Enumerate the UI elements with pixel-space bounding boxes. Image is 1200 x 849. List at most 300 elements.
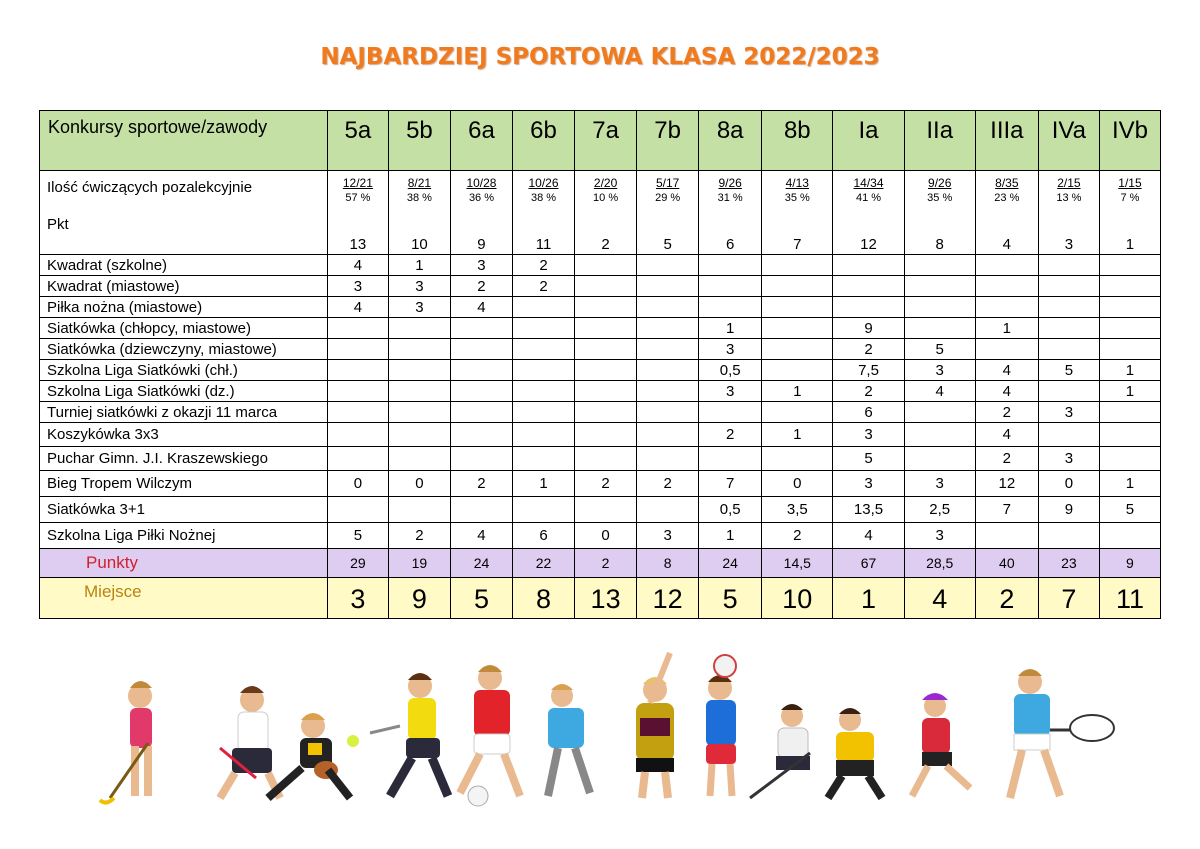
competition-row-cell	[327, 423, 388, 447]
participation-fraction: 9/26	[718, 176, 742, 190]
places-row-label: Miejsce	[40, 578, 328, 619]
competition-row-cell: 5	[904, 339, 975, 360]
competition-row	[40, 360, 1161, 381]
child-figure-12	[1010, 669, 1114, 798]
competition-row-cell	[327, 402, 388, 423]
competition-row-cell	[575, 447, 637, 471]
competition-row-cell	[637, 381, 699, 402]
competition-row-cell	[1099, 276, 1160, 297]
competition-row-cell	[388, 402, 450, 423]
competition-row-cell: 4	[327, 255, 388, 276]
competition-row-cell: 5	[833, 447, 904, 471]
child-figure-6	[548, 684, 590, 796]
competition-row-cell	[388, 339, 450, 360]
totals-row-cell: 8	[637, 549, 699, 578]
competition-row-cell	[575, 381, 637, 402]
participation-percent: 38 %	[406, 192, 432, 204]
competition-row-cell: 4	[327, 297, 388, 318]
places-row-cell: 10	[762, 578, 833, 619]
competition-row-cell	[450, 360, 512, 381]
participation-cell	[975, 171, 1038, 235]
competition-row-cell	[762, 360, 833, 381]
competition-row-label: Puchar Gimn. J.I. Kraszewskiego	[40, 447, 328, 471]
competition-row-cell	[575, 360, 637, 381]
competition-row-cell	[975, 276, 1038, 297]
competition-row-cell: 9	[833, 318, 904, 339]
header-row	[40, 111, 1161, 171]
competition-row-label: Siatkówka (chłopcy, miastowe)	[40, 318, 328, 339]
competition-row-cell	[637, 447, 699, 471]
competition-row-cell	[450, 497, 512, 523]
competition-row-cell: 12	[975, 471, 1038, 497]
competition-row-cell	[699, 447, 762, 471]
competition-row-cell: 2	[833, 339, 904, 360]
participation-cell	[904, 171, 975, 235]
competition-row-cell	[388, 447, 450, 471]
competition-row-cell	[699, 297, 762, 318]
competition-row-cell	[513, 423, 575, 447]
competition-row-cell: 13,5	[833, 497, 904, 523]
competition-row-cell	[762, 255, 833, 276]
competition-row-cell: 9	[1038, 497, 1099, 523]
competition-row-cell	[975, 523, 1038, 549]
competition-row-cell	[450, 447, 512, 471]
competition-row-cell: 4	[833, 523, 904, 549]
competition-row-cell	[513, 318, 575, 339]
competition-row-cell: 2	[637, 471, 699, 497]
competition-row-cell	[975, 339, 1038, 360]
competition-row-cell	[575, 402, 637, 423]
child-figure-2	[220, 686, 280, 798]
child-figure-4	[347, 673, 448, 796]
participation-row	[40, 171, 1161, 235]
participation-fraction: 2/15	[1057, 176, 1081, 190]
totals-row-cell: 14,5	[762, 549, 833, 578]
competition-row	[40, 255, 1161, 276]
competition-row-cell	[388, 497, 450, 523]
competition-row-cell: 3	[904, 523, 975, 549]
participation-fraction: 1/15	[1118, 176, 1142, 190]
competition-row-cell	[1038, 381, 1099, 402]
competition-row-cell	[1038, 423, 1099, 447]
pkt-label: Pkt	[47, 216, 69, 233]
competition-row	[40, 339, 1161, 360]
totals-row-cell: 19	[388, 549, 450, 578]
competition-row	[40, 471, 1161, 497]
participation-percent: 7 %	[1120, 192, 1140, 204]
participation-points-cell: 1	[1099, 234, 1160, 255]
competition-row-cell: 2	[833, 381, 904, 402]
places-row-cell: 9	[388, 578, 450, 619]
competition-row-cell: 3,5	[762, 497, 833, 523]
competition-row-cell	[975, 255, 1038, 276]
competition-row-cell	[513, 297, 575, 318]
competition-row-cell	[1038, 523, 1099, 549]
class-header: 7a	[575, 111, 637, 171]
participation-percent: 10 %	[593, 192, 619, 204]
places-row-cell: 11	[1099, 578, 1160, 619]
competition-row-cell	[513, 447, 575, 471]
competition-row-cell: 3	[833, 423, 904, 447]
competition-row-cell	[388, 381, 450, 402]
competition-row-cell: 2	[699, 423, 762, 447]
competition-row-cell: 0	[388, 471, 450, 497]
participation-points-cell: 9	[450, 234, 512, 255]
child-figure-3	[268, 713, 350, 798]
competition-row-cell: 1	[1099, 381, 1160, 402]
participation-points-cell: 11	[513, 234, 575, 255]
competition-row-cell	[637, 423, 699, 447]
competition-row-cell	[637, 497, 699, 523]
places-row-cell: 12	[637, 578, 699, 619]
competition-row-cell	[637, 318, 699, 339]
competition-row-cell	[1099, 447, 1160, 471]
competition-row-cell: 7	[975, 497, 1038, 523]
competition-row-cell	[904, 276, 975, 297]
participation-percent: 41 %	[855, 192, 882, 204]
competition-row-label: Turniej siatkówki z okazji 11 marca	[40, 402, 328, 423]
competition-row-cell: 1	[513, 471, 575, 497]
participation-cell	[388, 171, 450, 235]
competition-row-cell: 4	[904, 381, 975, 402]
competition-row-cell: 7,5	[833, 360, 904, 381]
participation-points-cell: 3	[1038, 234, 1099, 255]
competition-row-cell	[699, 276, 762, 297]
participation-cell	[513, 171, 575, 235]
competition-row-cell	[327, 360, 388, 381]
participation-fraction: 4/13	[785, 176, 809, 190]
competition-row-cell	[513, 497, 575, 523]
places-row-cell: 3	[327, 578, 388, 619]
competition-row	[40, 276, 1161, 297]
child-figure-9	[750, 704, 810, 798]
competition-row-cell: 0,5	[699, 360, 762, 381]
competition-row-cell	[575, 497, 637, 523]
places-row-cell: 5	[450, 578, 512, 619]
competition-row-cell: 3	[388, 297, 450, 318]
places-row-cell: 5	[699, 578, 762, 619]
competition-row-cell: 3	[904, 471, 975, 497]
totals-row-cell: 40	[975, 549, 1038, 578]
participation-fraction: 8/21	[407, 176, 432, 190]
totals-row-cell: 24	[699, 549, 762, 578]
competition-row-cell: 1	[975, 318, 1038, 339]
participation-label	[40, 171, 328, 235]
participation-percent: 38 %	[530, 192, 557, 204]
participation-cell	[575, 171, 637, 235]
participation-cell	[1099, 171, 1160, 235]
competition-row-cell: 2	[575, 471, 637, 497]
competition-row-cell: 0	[327, 471, 388, 497]
competition-row-cell: 4	[975, 360, 1038, 381]
class-header: 5a	[327, 111, 388, 171]
competition-row-cell	[637, 360, 699, 381]
competition-row-cell: 4	[450, 297, 512, 318]
competition-row-cell: 0	[762, 471, 833, 497]
competition-row-cell	[1099, 255, 1160, 276]
competition-row-cell	[1099, 297, 1160, 318]
competition-row-cell	[327, 318, 388, 339]
places-row-cell: 7	[1038, 578, 1099, 619]
competition-row-cell	[1099, 523, 1160, 549]
competition-row-label: Kwadrat (szkolne)	[40, 255, 328, 276]
competition-row-cell	[762, 447, 833, 471]
child-figure-1	[100, 681, 152, 803]
participation-points-cell: 2	[575, 234, 637, 255]
participation-cell	[699, 171, 762, 235]
page-title: NAJBARDZIEJ SPORTOWA KLASA 2022/2023	[320, 44, 880, 70]
competition-row	[40, 447, 1161, 471]
competition-row-cell	[762, 402, 833, 423]
totals-row-cell: 28,5	[904, 549, 975, 578]
competition-row-cell	[1099, 318, 1160, 339]
child-figure-8	[706, 655, 736, 796]
participation-points-cell: 13	[327, 234, 388, 255]
competition-row-cell: 1	[388, 255, 450, 276]
competition-row-cell: 3	[388, 276, 450, 297]
competition-row-cell	[1099, 402, 1160, 423]
competition-row-cell: 1	[762, 423, 833, 447]
competition-row-cell: 4	[975, 423, 1038, 447]
competition-row-cell: 5	[1099, 497, 1160, 523]
competition-row-cell	[833, 255, 904, 276]
competition-row-cell: 2	[513, 255, 575, 276]
totals-row	[40, 549, 1161, 578]
competition-row-cell: 5	[1038, 360, 1099, 381]
competition-row-cell: 3	[1038, 447, 1099, 471]
competition-row-cell	[762, 318, 833, 339]
competition-row-cell	[513, 339, 575, 360]
competition-row-label: Kwadrat (miastowe)	[40, 276, 328, 297]
competition-row-cell	[833, 297, 904, 318]
competition-row-cell	[904, 297, 975, 318]
competition-row-cell	[513, 381, 575, 402]
participation-percent: 13 %	[1056, 192, 1082, 204]
competition-row-cell	[450, 423, 512, 447]
competition-row-cell: 2	[762, 523, 833, 549]
class-header: Ia	[833, 111, 904, 171]
participation-points-cell: 4	[975, 234, 1038, 255]
participation-cell	[450, 171, 512, 235]
competition-row-cell: 1	[1099, 471, 1160, 497]
competition-row-label: Bieg Tropem Wilczym	[40, 471, 328, 497]
competition-row-cell	[327, 339, 388, 360]
competition-row-cell	[575, 255, 637, 276]
competition-row-cell: 2	[975, 402, 1038, 423]
competition-row-cell	[699, 402, 762, 423]
competition-row	[40, 318, 1161, 339]
competition-row-cell	[904, 318, 975, 339]
competition-row-label: Siatkówka 3+1	[40, 497, 328, 523]
participation-percent: 57 %	[345, 192, 371, 204]
places-row-cell: 2	[975, 578, 1038, 619]
competition-row-cell	[513, 402, 575, 423]
competition-row-cell	[904, 423, 975, 447]
class-header: 6a	[450, 111, 512, 171]
participation-percent: 36 %	[468, 192, 495, 204]
competition-row-cell: 0	[1038, 471, 1099, 497]
competition-row-cell	[1038, 276, 1099, 297]
places-row	[40, 578, 1161, 619]
competition-row-cell: 3	[904, 360, 975, 381]
competition-row-cell	[637, 339, 699, 360]
places-row-cell: 13	[575, 578, 637, 619]
competition-row-cell	[513, 360, 575, 381]
competition-row	[40, 497, 1161, 523]
participation-points-label	[40, 234, 328, 255]
participation-percent: 29 %	[655, 192, 681, 204]
participation-points-row	[40, 234, 1161, 255]
class-header: IVa	[1038, 111, 1099, 171]
competition-row-cell	[1099, 339, 1160, 360]
competition-row-cell: 2,5	[904, 497, 975, 523]
participation-cell	[327, 171, 388, 235]
competition-row-cell: 0,5	[699, 497, 762, 523]
class-header: IIIa	[975, 111, 1038, 171]
competition-row-cell	[762, 339, 833, 360]
child-figure-11	[912, 693, 970, 796]
ranking-table	[39, 110, 1161, 619]
participation-points-cell: 10	[388, 234, 450, 255]
participation-cell	[637, 171, 699, 235]
competition-row-cell	[1038, 339, 1099, 360]
competition-row-cell	[1038, 255, 1099, 276]
competition-row	[40, 423, 1161, 447]
competition-row-cell	[904, 402, 975, 423]
class-header: IVb	[1099, 111, 1160, 171]
competition-row	[40, 523, 1161, 549]
competition-row-cell	[699, 255, 762, 276]
totals-row-label: Punkty	[40, 549, 328, 578]
participation-fraction: 12/21	[342, 176, 373, 190]
competition-row-cell	[762, 297, 833, 318]
child-figure-10	[828, 708, 882, 798]
competition-row-cell: 2	[975, 447, 1038, 471]
competition-row-cell	[637, 297, 699, 318]
participation-cell	[762, 171, 833, 235]
competition-row-cell	[327, 381, 388, 402]
competition-row-label: Piłka nożna (miastowe)	[40, 297, 328, 318]
competition-row-cell	[450, 318, 512, 339]
header-label: Konkursy sportowe/zawody	[40, 111, 328, 171]
participation-fraction: 9/26	[928, 176, 952, 190]
participation-fraction: 14/34	[853, 176, 884, 190]
places-row-cell: 8	[513, 578, 575, 619]
competition-row-cell	[975, 297, 1038, 318]
totals-row-cell: 9	[1099, 549, 1160, 578]
totals-row-cell: 2	[575, 549, 637, 578]
competition-row-cell	[1038, 318, 1099, 339]
competition-row	[40, 402, 1161, 423]
totals-row-cell: 29	[327, 549, 388, 578]
competition-row-cell	[575, 423, 637, 447]
child-figure-7	[636, 653, 674, 798]
participation-fraction: 5/17	[655, 176, 680, 190]
competition-row-cell	[637, 255, 699, 276]
competition-row-label: Szkolna Liga Siatkówki (chł.)	[40, 360, 328, 381]
class-header: 6b	[513, 111, 575, 171]
competition-row-label: Koszykówka 3x3	[40, 423, 328, 447]
competition-row-label: Siatkówka (dziewczyny, miastowe)	[40, 339, 328, 360]
participation-points-cell: 6	[699, 234, 762, 255]
competition-row-cell: 2	[450, 276, 512, 297]
competition-row-cell	[327, 447, 388, 471]
competition-row-cell: 4	[975, 381, 1038, 402]
competition-row-cell: 3	[327, 276, 388, 297]
competition-row-cell	[388, 423, 450, 447]
competition-row-cell	[1038, 297, 1099, 318]
competition-row-cell: 3	[450, 255, 512, 276]
competition-row-cell: 7	[699, 471, 762, 497]
totals-row-cell: 24	[450, 549, 512, 578]
participation-fraction: 10/28	[466, 176, 497, 190]
competition-row-cell	[904, 255, 975, 276]
participation-fraction: 8/35	[995, 176, 1019, 190]
competition-row-cell: 2	[450, 471, 512, 497]
participation-fraction: 2/20	[593, 176, 618, 190]
competition-row-cell: 1	[1099, 360, 1160, 381]
class-header: 7b	[637, 111, 699, 171]
competition-row-cell: 1	[699, 523, 762, 549]
competition-row-cell: 2	[513, 276, 575, 297]
competition-row-cell	[575, 318, 637, 339]
competition-row-cell	[450, 381, 512, 402]
competition-row	[40, 297, 1161, 318]
participation-percent: 35 %	[784, 192, 810, 204]
competition-row-cell: 0	[575, 523, 637, 549]
participation-percent: 23 %	[994, 192, 1020, 204]
participation-fraction: 10/26	[528, 176, 559, 190]
participation-cell	[833, 171, 904, 235]
competition-row-cell: 3	[833, 471, 904, 497]
competition-row-label: Szkolna Liga Siatkówki (dz.)	[40, 381, 328, 402]
participation-percent: 35 %	[927, 192, 953, 204]
competition-row-cell	[575, 297, 637, 318]
participation-points-cell: 7	[762, 234, 833, 255]
competition-row-cell	[450, 402, 512, 423]
totals-row-cell: 22	[513, 549, 575, 578]
competition-row-cell	[1099, 423, 1160, 447]
competition-row-cell: 6	[833, 402, 904, 423]
participation-points-cell: 12	[833, 234, 904, 255]
totals-row-cell: 67	[833, 549, 904, 578]
competition-row-label: Szkolna Liga Piłki Nożnej	[40, 523, 328, 549]
competition-row-cell: 6	[513, 523, 575, 549]
competition-row-cell	[904, 447, 975, 471]
competition-row-cell: 3	[1038, 402, 1099, 423]
competition-row-cell	[575, 339, 637, 360]
competition-row-cell: 3	[699, 339, 762, 360]
competition-row-cell: 3	[699, 381, 762, 402]
competition-row	[40, 381, 1161, 402]
competition-row-cell	[833, 276, 904, 297]
competition-row-cell: 1	[699, 318, 762, 339]
competition-row-cell	[450, 339, 512, 360]
places-row-cell: 1	[833, 578, 904, 619]
competition-row-cell	[327, 497, 388, 523]
participation-percent: 31 %	[717, 192, 743, 204]
competition-row-cell: 4	[450, 523, 512, 549]
competition-row-cell	[637, 402, 699, 423]
class-header: 5b	[388, 111, 450, 171]
competition-row-cell	[575, 276, 637, 297]
competition-row-cell	[637, 276, 699, 297]
competition-row-cell: 5	[327, 523, 388, 549]
totals-row-cell: 23	[1038, 549, 1099, 578]
places-row-cell: 4	[904, 578, 975, 619]
participation-points-cell: 8	[904, 234, 975, 255]
class-header: IIa	[904, 111, 975, 171]
